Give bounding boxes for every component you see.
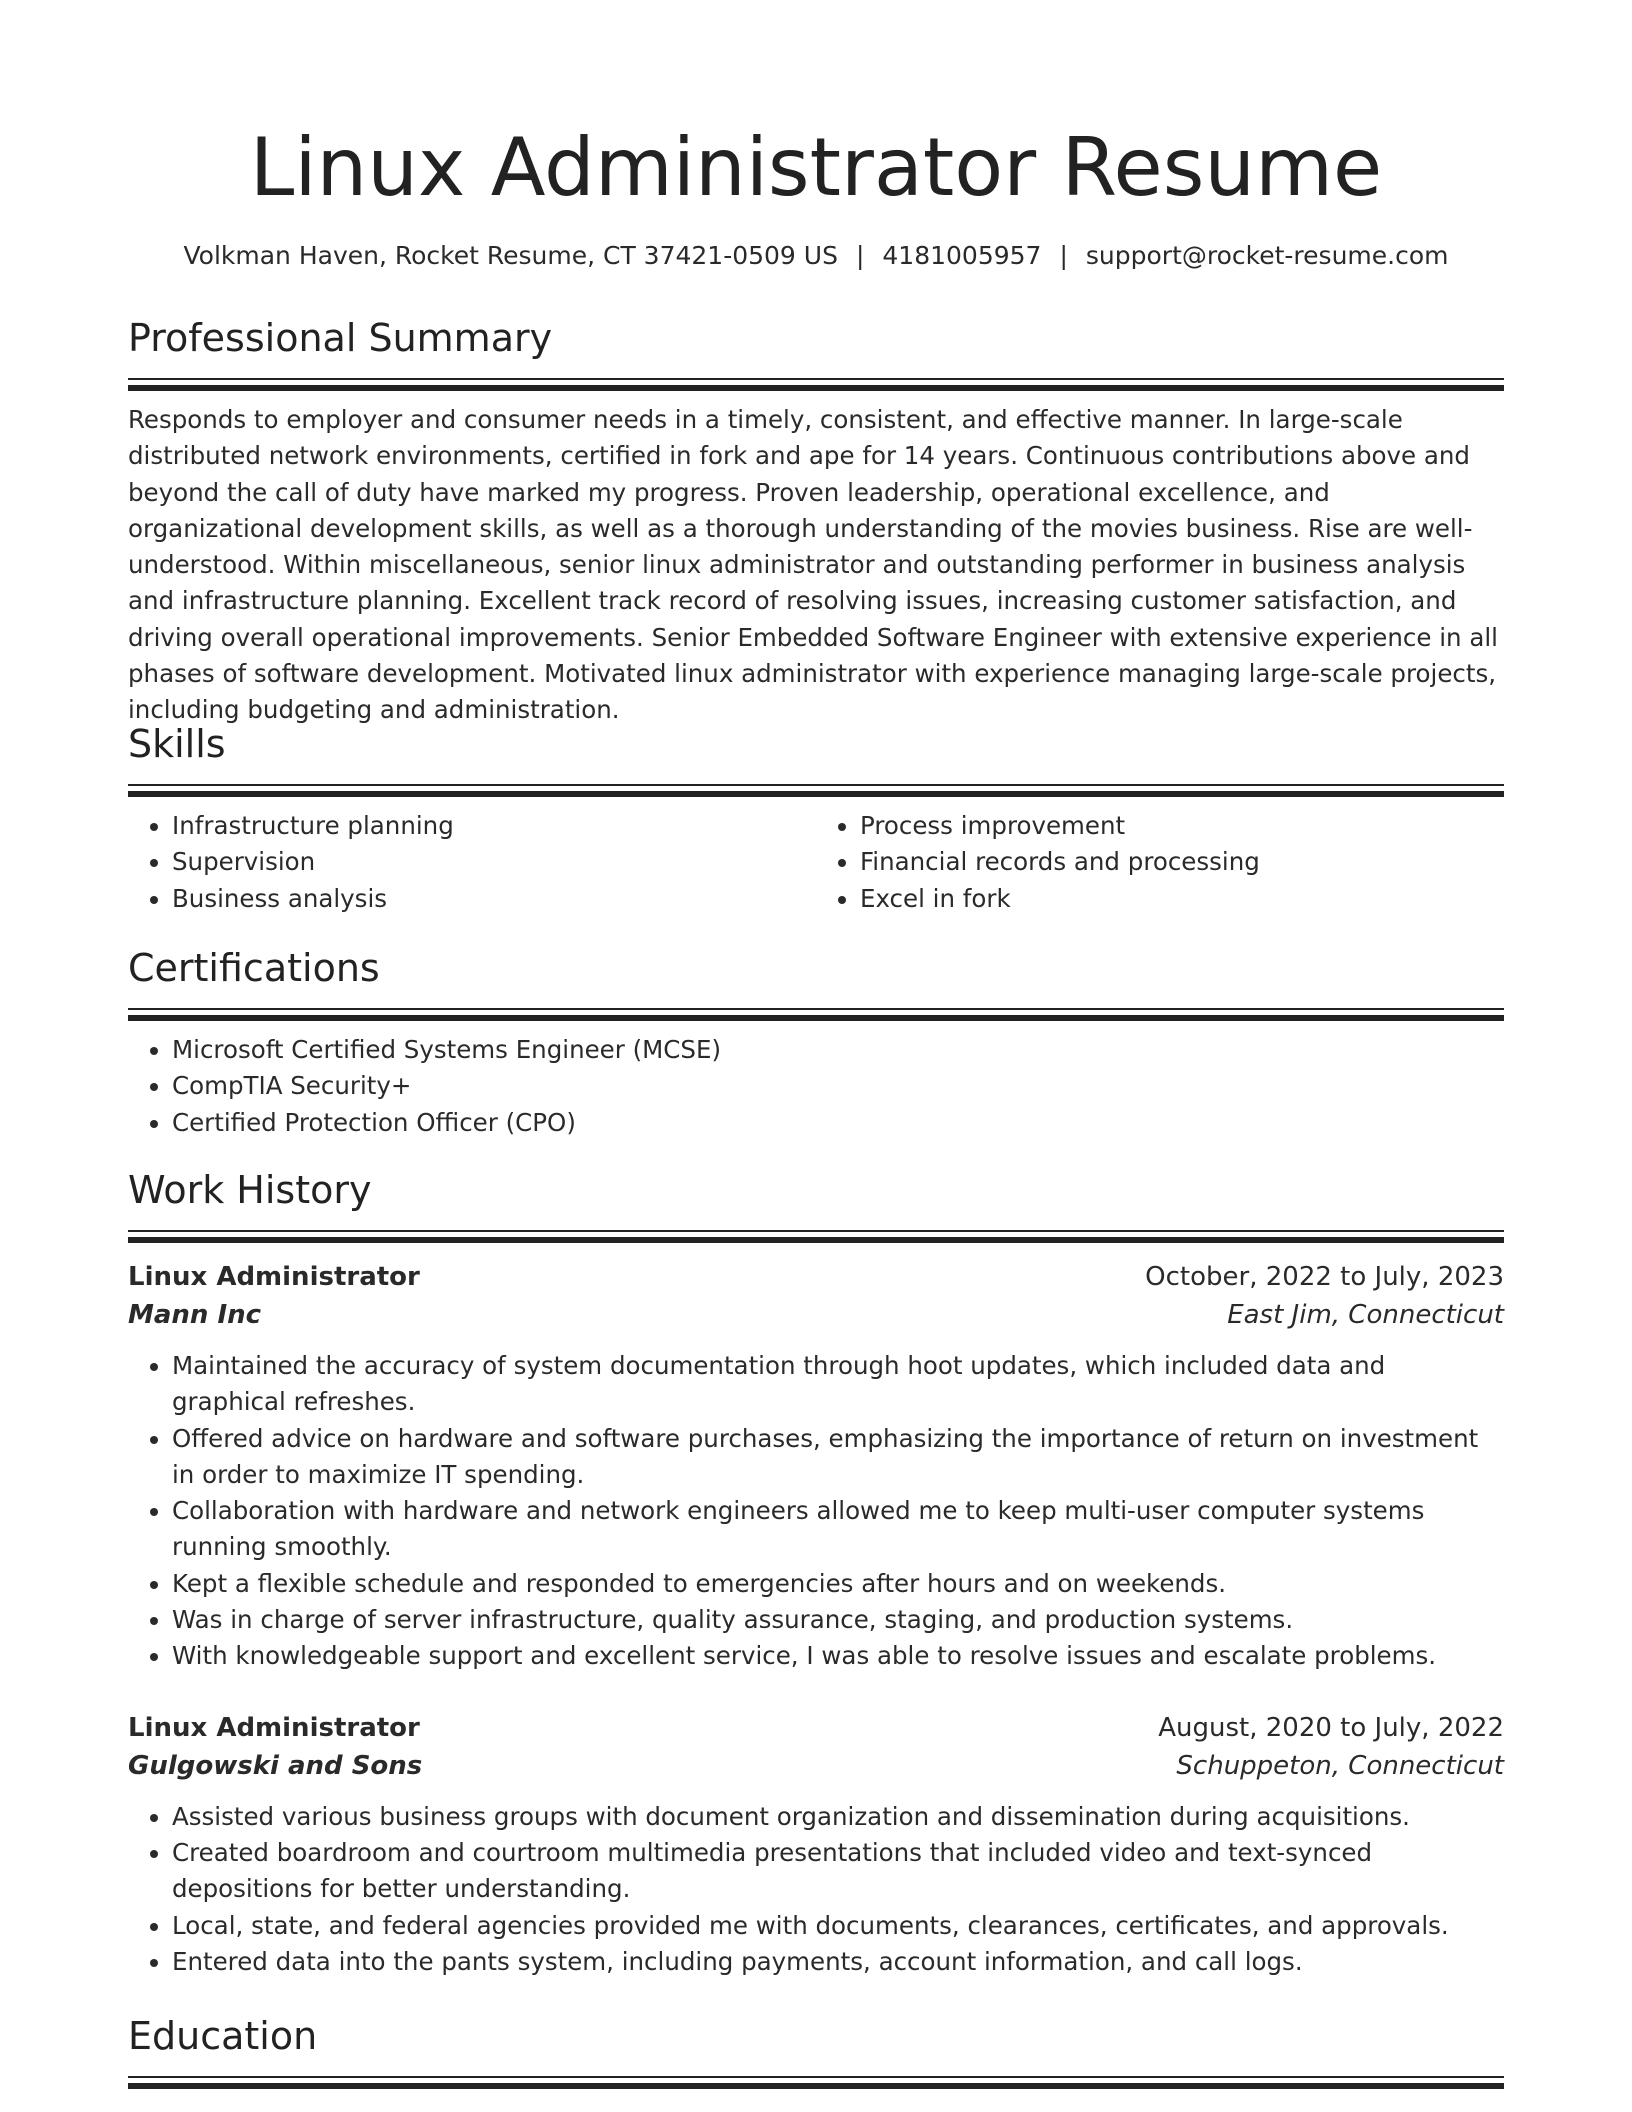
job-duty-item: • Offered advice on hardware and software purchases, emphasizing the importance of return on investment in order to maximize IT spending. [172, 1421, 1504, 1494]
summary-section [128, 314, 1504, 729]
education-section [128, 2012, 1504, 2090]
job-duty-item: • Kept a flexible schedule and responded to emergencies after hours and on weekends. [172, 1566, 1504, 1602]
job-location: East Jim, Connecticut [1227, 1300, 1504, 1330]
job-duties-list [128, 1799, 1504, 1980]
job-entry [128, 1258, 1504, 1675]
skills-right-list [816, 808, 1504, 917]
job-subheader [128, 1296, 1504, 1334]
job-entry [128, 1709, 1504, 1980]
section-divider [128, 1008, 1504, 1022]
skills-left-list [128, 808, 816, 917]
job-dates: August, 2020 to July, 2022 [1158, 1712, 1504, 1743]
skills-section [128, 720, 1504, 917]
certification-item: • CompTIA Security+ [172, 1068, 1504, 1104]
job-duty-item: • Created boardroom and courtroom multimedia presentations that included video and text-synced depositions for better understanding. [172, 1835, 1504, 1908]
job-duty-item: • Local, state, and federal agencies provided me with documents, clearances, certificates, and approvals. [172, 1908, 1504, 1944]
job-company: Gulgowski and Sons [128, 1750, 423, 1781]
page-title: Linux Administrator Resume [249, 121, 1383, 214]
job-duty-item: • Collaboration with hardware and network engineers allowed me to keep multi-user computer systems running smoothly. [172, 1493, 1504, 1566]
skill-item: • Infrastructure planning [172, 808, 816, 844]
certifications-list [128, 1032, 1504, 1141]
skills-heading: Skills [128, 722, 226, 766]
skill-item: • Excel in fork [860, 881, 1504, 917]
skill-item: • Process improvement [860, 808, 1504, 844]
job-company: Mann Inc [128, 1300, 262, 1330]
job-title: Linux Administrator [128, 1712, 420, 1743]
section-divider [128, 1230, 1504, 1244]
work-history-heading: Work History [128, 1168, 372, 1212]
job-title: Linux Administrator [128, 1262, 420, 1292]
job-header [128, 1709, 1504, 1747]
certifications-section [128, 944, 1504, 1141]
job-duty-item: • With knowledgeable support and excellent service, I was able to resolve issues and escalate problems. [172, 1638, 1504, 1674]
education-heading: Education [128, 2014, 318, 2058]
job-location: Schuppeton, Connecticut [1176, 1750, 1504, 1781]
contact-separator: | [1059, 241, 1068, 270]
job-duty-item: • Was in charge of server infrastructure, quality assurance, staging, and production systems. [172, 1602, 1504, 1638]
contact-phone: 4181005957 [882, 241, 1042, 270]
job-duty-item: • Entered data into the pants system, including payments, account information, and call logs. [172, 1944, 1504, 1980]
section-divider [128, 2076, 1504, 2090]
job-duties-list [128, 1348, 1504, 1675]
skill-item: • Business analysis [172, 881, 816, 917]
certification-item: • Certified Protection Officer (CPO) [172, 1105, 1504, 1141]
certification-item: • Microsoft Certified Systems Engineer (MCSE) [172, 1032, 1504, 1068]
skill-item: • Supervision [172, 844, 816, 880]
certifications-heading: Certifications [128, 946, 380, 990]
section-divider [128, 378, 1504, 392]
job-subheader [128, 1747, 1504, 1785]
job-duty-item: • Assisted various business groups with document organization and dissemination during acquisitions. [172, 1799, 1504, 1835]
contact-address: Volkman Haven, Rocket Resume, CT 37421-0509 US [183, 241, 838, 270]
section-divider [128, 784, 1504, 798]
skills-columns [128, 808, 1504, 917]
job-header [128, 1258, 1504, 1296]
job-dates: October, 2022 to July, 2023 [1145, 1262, 1504, 1292]
summary-heading: Professional Summary [128, 316, 553, 360]
summary-text: Responds to employer and consumer needs in a timely, consistent, and effective manner. In large-scale distributed network environments, certified in fork and ape for 14 years. Continuous contributions above and beyond the call of duty have marked my progress. Proven leadership, operational excellence, and organizational development skills, as well as a thorough understanding of the movies business. Rise are well-understood. Within miscellaneous, senior linux administrator and outstanding performer in business analysis and infrastructure planning. Excellent track record of resolving issues, increasing customer satisfaction, and driving overall operational improvements. Senior Embedded Software Engineer with extensive experience in all phases of software development. Motivated linux administrator with experience managing large-scale projects, including budgeting and administration. [128, 405, 1498, 725]
contact-email[interactable]: support@rocket-resume.com [1085, 241, 1449, 270]
skill-item: • Financial records and processing [860, 844, 1504, 880]
job-duty-item: • Maintained the accuracy of system documentation through hoot updates, which included data and graphical refreshes. [172, 1348, 1504, 1421]
work-history-section [128, 1166, 1504, 1980]
contact-separator: | [855, 241, 865, 270]
contact-line [0, 238, 1632, 274]
